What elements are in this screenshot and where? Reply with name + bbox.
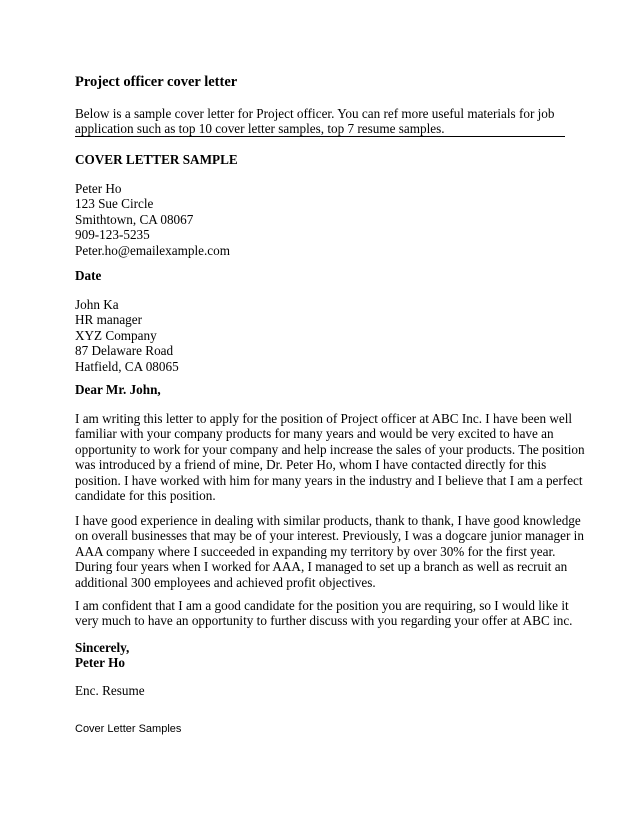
enclosure-note: Enc. Resume <box>75 683 145 698</box>
body-paragraph-3 <box>75 598 573 629</box>
sender-street: 123 Sue Circle <box>75 196 154 212</box>
date-label: Date <box>75 268 102 283</box>
salutation: Dear Mr. John, <box>75 382 161 397</box>
page-footer: Cover Letter Samples <box>75 723 182 735</box>
paragraph-line: candidate for this position. <box>75 488 216 504</box>
signature-name: Peter Ho <box>75 655 125 671</box>
paragraph-line: additional 300 employees and achieved profit objectives. <box>75 574 376 590</box>
intro-line: application such as top 10 cover letter samples, top 7 resume samples. <box>75 121 445 137</box>
recipient-company: XYZ Company <box>75 327 157 343</box>
paragraph-line: I am writing this letter to apply for the position of Project officer at ABC Inc. I have been well <box>75 411 573 426</box>
recipient-street: 87 Delaware Road <box>75 343 174 359</box>
sender-address <box>75 181 565 258</box>
paragraph-line: very much to have an opportunity to further discuss with you regarding your offer at ABC inc. <box>75 613 573 629</box>
paragraph-line: position. I have worked with him for many years in the industry and I believe that I am a perfect <box>75 472 583 488</box>
intro-line: Below is a sample cover letter for Project officer. You can ref more useful materials for job <box>75 106 555 121</box>
horizontal-rule <box>75 136 565 137</box>
paragraph-line: During four years when I worked for AAA, I managed to set up a branch as well as recruit an <box>75 559 568 575</box>
recipient-title: HR manager <box>75 312 143 328</box>
intro-paragraph <box>75 106 565 137</box>
sender-name: Peter Ho <box>75 181 122 196</box>
paragraph-line: I have good experience in dealing with similar products, thank to thank, I have good knowledge <box>75 513 581 528</box>
sender-email: Peter.ho@emailexample.com <box>75 242 230 258</box>
signature-block <box>75 640 565 671</box>
paragraph-line: was introduced by a friend of mine, Dr. Peter Ho, whom I have contacted directly for this <box>75 457 547 473</box>
sender-city: Smithtown, CA 08067 <box>75 211 194 227</box>
recipient-address <box>75 297 565 374</box>
recipient-city: Hatfield, CA 08065 <box>75 358 179 374</box>
paragraph-line: on overall businesses that may be of your interest. Previously, I was a dogcare junior manager in <box>75 528 584 544</box>
document-title: Project officer cover letter <box>75 74 238 90</box>
recipient-name: John Ka <box>75 297 119 312</box>
section-heading: COVER LETTER SAMPLE <box>75 152 238 167</box>
paragraph-line: opportunity to work for your company and help increase the sales of your products. The position <box>75 441 585 457</box>
paragraph-line: I am confident that I am a good candidate for the position you are requiring, so I would like it <box>75 598 569 613</box>
closing: Sincerely, <box>75 640 130 655</box>
body-paragraph-2 <box>75 513 584 590</box>
paragraph-line: familiar with your company products for many years and would be very excited to have an <box>75 426 554 442</box>
paragraph-line: AAA company where I succeeded in expanding my territory by over 30% for the first year. <box>75 543 556 559</box>
sender-phone: 909-123-5235 <box>75 227 150 243</box>
body-paragraph-1 <box>75 411 585 504</box>
